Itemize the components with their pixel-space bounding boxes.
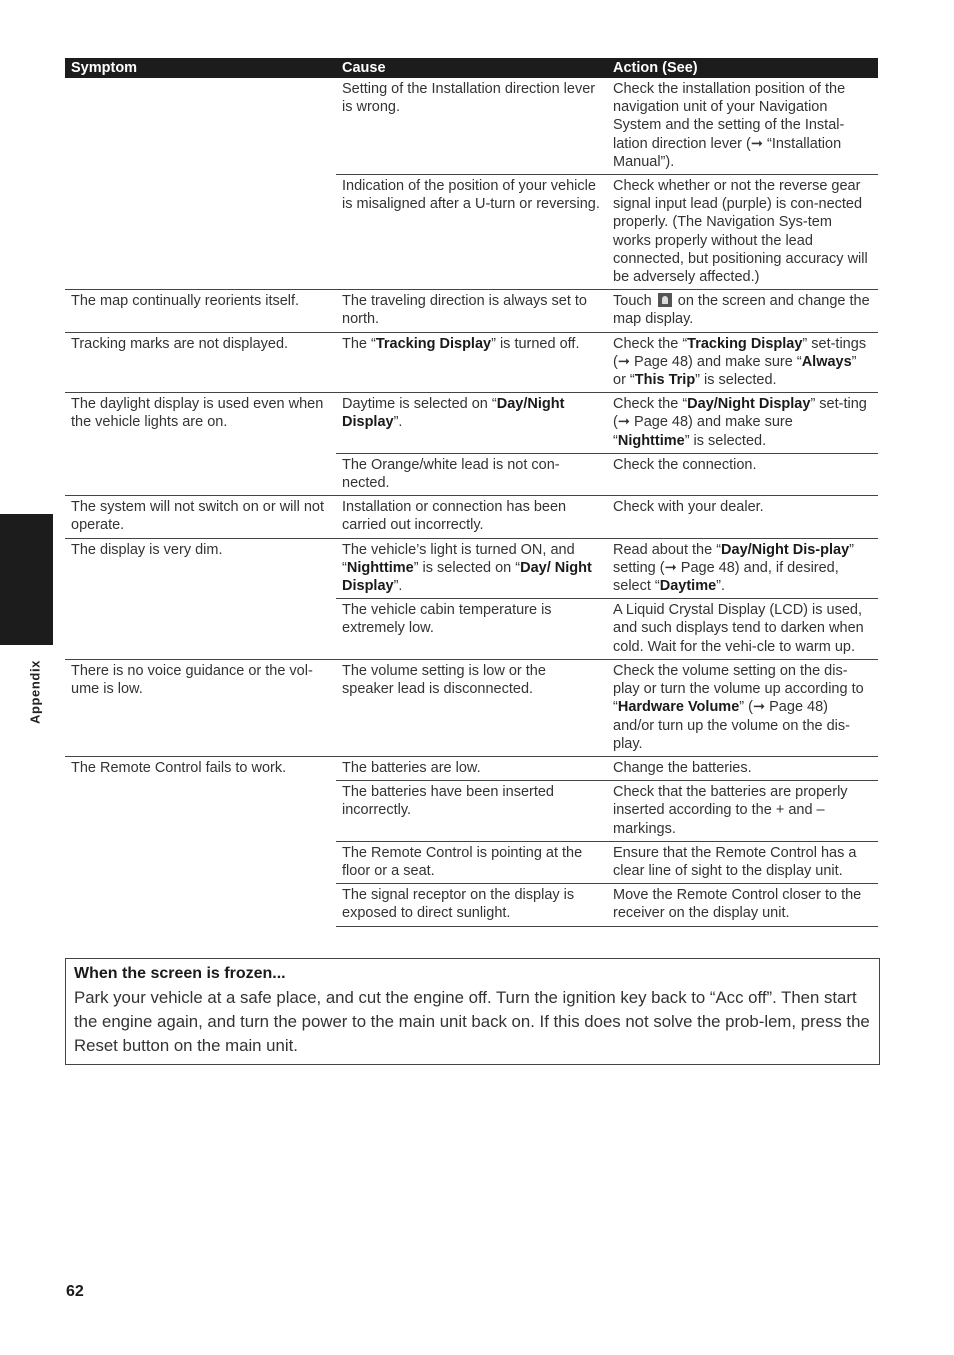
action-text: ”.	[716, 578, 726, 595]
cause-cell: Setting of the Installation direction lever is wrong.	[342, 81, 596, 116]
cause-cell	[336, 332, 607, 393]
cause-text: ” is turned off.	[491, 335, 580, 352]
arrow-icon: ➞	[752, 699, 766, 716]
symptom-cell: The system will not switch on or will not operate.	[65, 496, 336, 538]
action-text: Touch	[613, 293, 652, 310]
action-text: Page 48) and, if desired, select “	[613, 559, 839, 595]
action-text: Check the “	[613, 396, 688, 413]
symptom-cell: There is no voice guidance or the vol-ume is low.	[65, 659, 336, 756]
cause-cell: The volume setting is low or the speaker lead is disconnected.	[336, 659, 607, 756]
symptom-cell: Tracking marks are not displayed.	[65, 332, 336, 393]
option-name: Daytime	[659, 578, 717, 595]
setting-name: Hardware Volume	[617, 699, 740, 716]
cause-cell	[336, 538, 607, 599]
cause-cell: The vehicle cabin temperature is extremely low.	[336, 599, 607, 660]
cause-cell: Indication of the position of your vehicle is misaligned after a U-turn or reversing.	[336, 175, 607, 290]
cause-text: The vehicle’s light is turned ON, and “	[342, 541, 575, 576]
arrow-icon: ➞	[617, 353, 630, 370]
action-cell: Check the installation position of the navigation unit of your Navigation System and the setting of the Instal-lation direction lever (➞ “Installation Manual”).	[613, 81, 846, 170]
setting-name: Tracking Display	[687, 335, 803, 352]
action-cell: Check the connection.	[607, 453, 878, 495]
action-cell: Check with your dealer.	[607, 496, 878, 538]
section-label: Appendix	[27, 659, 43, 725]
table-row	[65, 659, 878, 756]
action-text: ” set-tings (	[613, 335, 867, 370]
cause-text: ”.	[393, 414, 403, 431]
action-text: ” (	[739, 699, 753, 716]
setting-name: Tracking Display	[375, 335, 492, 352]
action-text: ” or “	[613, 353, 857, 389]
action-cell	[607, 659, 878, 756]
action-cell	[607, 332, 878, 393]
action-text: Read about the “	[613, 541, 722, 558]
table-row	[65, 332, 878, 393]
symptom-cell: The Remote Control fails to work.	[65, 756, 336, 926]
symptom-cell	[65, 78, 336, 290]
cause-cell: The batteries have been inserted incorrectly.	[336, 781, 607, 842]
action-text: ” is selected.	[684, 432, 767, 449]
action-text: Check the volume setting on the dis-play or turn the volume up according to “	[613, 662, 864, 716]
cause-text: ”.	[393, 578, 403, 595]
cause-text: The “	[342, 335, 376, 352]
table-row	[65, 393, 878, 454]
action-text: ” set-ting (	[613, 396, 867, 431]
troubleshooting-table	[65, 58, 878, 927]
table-row	[65, 496, 878, 538]
symptom-cell: The display is very dim.	[65, 538, 336, 659]
cause-cell: The traveling direction is always set to north.	[336, 290, 607, 332]
setting-name: Day/Night Display	[342, 396, 565, 431]
symptom-cell: The map continually reorients itself.	[65, 290, 336, 332]
cause-cell: The signal receptor on the display is exposed to direct sunlight.	[336, 884, 607, 926]
cause-text: ” is selected on “	[413, 559, 521, 576]
action-text: ” is selected.	[695, 372, 777, 389]
action-cell: Ensure that the Remote Control has a clear line of sight to the display unit.	[607, 841, 878, 883]
action-text: on the screen and change the map display.	[613, 293, 870, 328]
action-text: Page 48) and make sure “	[630, 353, 802, 370]
setting-name: Day/ Night Display	[342, 559, 592, 595]
cause-cell	[336, 393, 607, 454]
option-name: This Trip	[634, 372, 696, 389]
setting-name: Day/Night Dis-play	[721, 541, 850, 558]
setting-name: Day/Night Display	[687, 396, 811, 413]
table-row	[65, 538, 878, 599]
arrow-icon: ➞	[664, 559, 677, 576]
option-name: Nighttime	[346, 559, 414, 576]
header-action: Action (See)	[607, 58, 878, 78]
option-name: Nighttime	[617, 432, 685, 449]
cause-text: Daytime is selected on “	[342, 396, 497, 413]
action-cell: Check whether or not the reverse gear signal input lead (purple) is con-nected properly. (The Navigation Sys-tem works properly without the lead connected, but positioning accuracy will be adversely affected.)	[607, 175, 878, 290]
section-tab	[0, 514, 53, 645]
table-row	[65, 756, 878, 780]
map-orientation-icon	[658, 293, 672, 307]
note-body: Park your vehicle at a safe place, and cut the engine off. Turn the ignition key back to “Acc off”. Then start the engine again, and turn the power to the main unit back on. If this does not solve the prob-lem, press the Reset button on the main unit.	[74, 988, 870, 1055]
action-cell	[607, 538, 878, 599]
action-cell	[607, 290, 878, 332]
cause-cell: The Remote Control is pointing at the floor or a seat.	[336, 841, 607, 883]
action-text: ” setting (	[613, 541, 854, 576]
action-text: Check the “	[613, 335, 688, 352]
cause-cell: The batteries are low.	[336, 756, 607, 780]
action-cell: Move the Remote Control closer to the receiver on the display unit.	[607, 884, 878, 926]
table-header-row	[65, 58, 878, 78]
action-cell: Check that the batteries are properly inserted according to the + and – markings.	[607, 781, 878, 842]
option-name: Always	[801, 353, 852, 370]
header-symptom: Symptom	[65, 58, 336, 78]
arrow-icon: ➞	[617, 414, 630, 431]
symptom-cell: The daylight display is used even when the vehicle lights are on.	[65, 393, 336, 496]
header-cause: Cause	[336, 58, 607, 78]
note-title: When the screen is frozen...	[74, 965, 286, 982]
cause-cell: The Orange/white lead is not con-nected.	[336, 453, 607, 495]
action-text: Page 48) and/or turn up the volume on the dis-play.	[613, 699, 850, 752]
page-number: 62	[66, 1283, 84, 1300]
cause-cell: Installation or connection has been carried out incorrectly.	[336, 496, 607, 538]
action-cell: Change the batteries.	[607, 756, 878, 780]
table-row	[65, 290, 878, 332]
action-text: Page 48) and make sure “	[613, 414, 793, 449]
action-cell	[607, 393, 878, 454]
action-cell: A Liquid Crystal Display (LCD) is used, and such displays tend to darken when cold. Wait for the vehi-cle to warm up.	[607, 599, 878, 660]
table-row	[65, 78, 878, 175]
frozen-screen-note	[65, 958, 880, 1065]
